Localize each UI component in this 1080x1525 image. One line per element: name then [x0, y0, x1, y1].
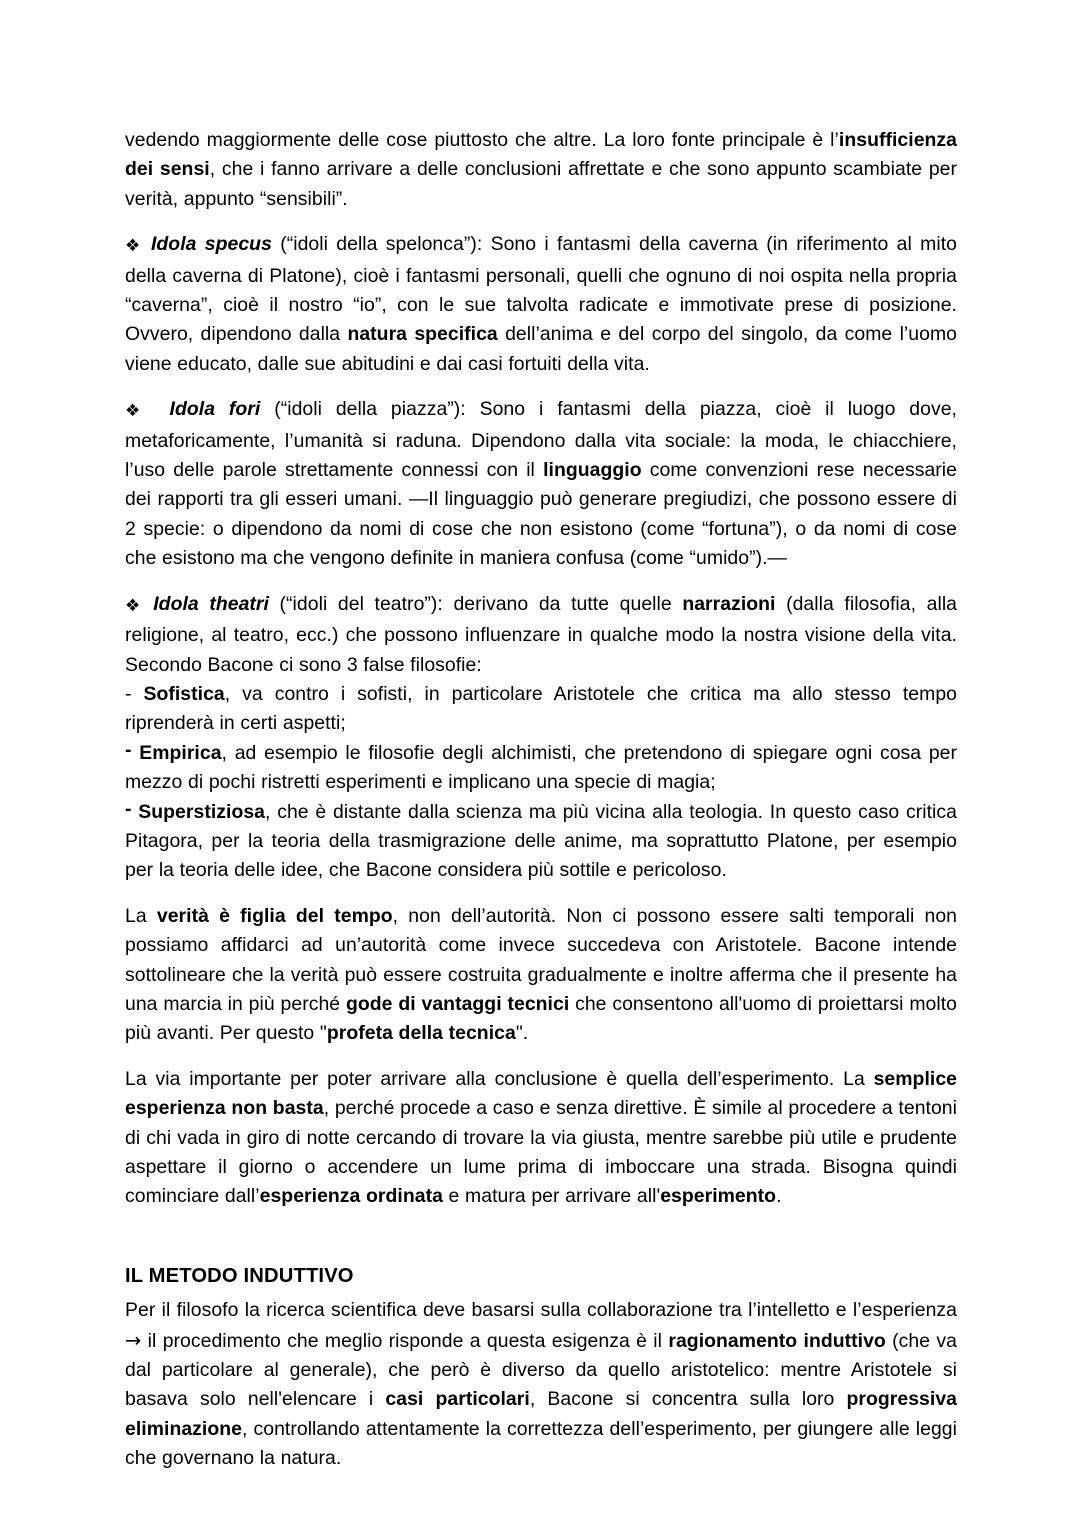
list-item-sofistica: [125, 680, 957, 739]
paragraph-metodo-induttivo: [125, 1296, 957, 1473]
paragraph-intro: [125, 126, 957, 214]
esperimento-run-3: , perché procede a caso e senza direttive. È simile al procedere a tentoni di chi vada in giro di notte cercando di trovare la via giusta, mentre sarebbe più utile e prudente aspettare il giorno o accendere un lume prima di imboccare una strada. Bisogna quindi cominciare dall’: [125, 1097, 957, 1208]
verita-run-7: ".: [515, 1022, 529, 1045]
esperimento-bold-esperimento: esperimento: [660, 1185, 777, 1208]
term-sofistica: Sofistica: [143, 682, 225, 705]
esperimento-run-7: .: [776, 1185, 782, 1208]
idola-specus-run-3: dell’anima e del corpo del singolo, da come l’uomo viene educato, dalle sue abitudini e dai casi fortuiti della vita.: [125, 323, 957, 375]
verita-run-3: , non dell’autorità. Non ci possono essere salti temporali non possiamo affidarci ad un’autorità come invece succedeva con Aristotele. Bacone intende sottolineare che la verità può essere costruita gradualmente e inoltre afferma che il presente ha una marcia in più perché: [125, 904, 958, 1015]
diamond-bullet-icon: ❖: [125, 595, 146, 616]
intro-run-3: , che i fanno arrivare a delle conclusioni affrettate e che sono appunto scambiate per verità, appunto “sensibili”.: [125, 158, 957, 210]
intro-bold-insufficienza: insufficienza dei sensi: [125, 129, 957, 181]
list-item-superstiziosa: [125, 798, 957, 886]
metodo-bold-ragionamento-induttivo: ragionamento induttivo: [668, 1329, 886, 1352]
metodo-run-1: Per il filosofo la ricerca scientifica deve basarsi sulla collaborazione tra l’intelletto e l’esperienza: [125, 1299, 957, 1322]
idola-specus-run-1: (“idoli della spelonca”): Sono i fantasmi della caverna (in riferimento al mito della caverna di Platone), cioè i fantasmi personali, quelli che ognuno di noi ospita nella propria “caverna”, cioè il nostro “io”, con le sue talvolta radicate e immotivate prese di posizione. Ovvero, dipendono dalla: [125, 233, 957, 346]
esperimento-bold-esperienza-ordinata: esperienza ordinata: [259, 1185, 443, 1208]
metodo-run-4: (che va dal particolare al generale), che però è diverso da quello aristotelico: mentre Aristotele si basava solo nell'elencare i: [125, 1329, 958, 1411]
esperimento-bold-semplice-esperienza: semplice esperienza non basta: [125, 1067, 957, 1120]
idola-theatri-run-3: (dalla filosofia, alla religione, al teatro, ecc.) che possono influenzare in qualche modo la nostra visione della vita. Secondo Bacone ci sono 3 false filosofie:: [125, 592, 958, 676]
dash-marker: -: [125, 682, 132, 705]
idola-fori-run-3: come convenzioni rese necessarie dei rapporti tra gli esseri umani. —Il linguaggio può generare pregiudizi, che possono essere di 2 specie: o dipendono da nomi di cose che non esistono (come “fortuna”), o da nomi di cose che esistono ma che vengono definite in maniera confusa (come “umido”).—: [125, 459, 957, 570]
paragraph-idola-fori: [125, 395, 957, 573]
metodo-run-6: , Bacone si concentra sulla loro: [529, 1388, 847, 1411]
metodo-bold-casi-particolari: casi particolari: [385, 1388, 530, 1411]
paragraph-idola-theatri: [125, 590, 957, 680]
dash-marker: -: [125, 738, 132, 761]
term-superstiziosa: Superstiziosa: [138, 800, 266, 823]
verita-run-1: La: [125, 904, 157, 927]
dash-marker: -: [125, 797, 132, 820]
list-item-empirica: [125, 739, 957, 798]
verita-bold-figlia-del-tempo: verità è figlia del tempo: [156, 904, 393, 927]
right-arrow-icon: →: [125, 1328, 142, 1352]
idola-theatri-run-1: (“idoli del teatro”): derivano da tutte quelle: [268, 592, 683, 615]
section-spacer: [125, 1212, 957, 1262]
term-idola-fori: Idola fori: [169, 398, 261, 421]
verita-run-5: che consentono all'uomo di proiettarsi molto più avanti. Per questo ": [125, 992, 958, 1045]
esperimento-run-5: e matura per arrivare all': [442, 1185, 661, 1208]
diamond-bullet-icon: ❖: [125, 236, 143, 257]
superstiziosa-run-1: , che è distante dalla scienza ma più vicina alla teologia. In questo caso critica Pitagora, per la teoria della trasmigrazione delle anime, ma soprattutto Platone, per esempio per la teoria delle idee, che Bacone considera più sottile e pericoloso.: [125, 800, 957, 882]
idola-fori-bold-linguaggio: linguaggio: [543, 459, 642, 482]
esperimento-run-1: La via importante per poter arrivare alla conclusione è quella dell’esperimento. La: [125, 1067, 874, 1090]
intro-run-1: vedendo maggiormente delle cose piuttosto che altre. La loro fonte principale è l’: [125, 129, 839, 151]
term-idola-specus: Idola specus: [150, 233, 272, 256]
diamond-bullet-icon: ❖: [125, 401, 149, 422]
empirica-run-1: , ad esempio le filosofie degli alchimisti, che pretendono di spiegare ogni cosa per mezzo di pochi ristretti esperimenti e implicano una specie di magia;: [125, 741, 957, 794]
verita-bold-profeta-tecnica: profeta della tecnica: [326, 1022, 516, 1045]
metodo-bold-progressiva-eliminazione: progressiva eliminazione: [125, 1388, 957, 1440]
idola-fori-run-1: (“idoli della piazza”): Sono i fantasmi della piazza, cioè il luogo dove, metaforicamente, l’umanità si raduna. Dipendono dalla vita sociale: la moda, le chiacchiere, l’uso delle parole strettamente connessi con il: [125, 398, 957, 482]
document-body: [125, 126, 957, 1474]
paragraph-esperimento: [125, 1065, 957, 1212]
metodo-run-2: il procedimento che meglio risponde a questa esigenza è il: [141, 1329, 669, 1352]
paragraph-idola-specus: [125, 230, 957, 379]
term-idola-theatri: Idola theatri: [153, 592, 269, 615]
metodo-run-8: , controllando attentamente la correttezza dell’esperimento, per giungere alle leggi che governano la natura.: [125, 1417, 957, 1470]
verita-bold-vantaggi-tecnici: gode di vantaggi tecnici: [345, 992, 570, 1015]
idola-theatri-bold-narrazioni: narrazioni: [682, 592, 776, 615]
term-empirica: Empirica: [139, 741, 222, 764]
idola-specus-bold-natura: natura specifica: [347, 323, 498, 346]
heading-metodo-induttivo: IL METODO INDUTTIVO: [125, 1264, 354, 1287]
sofistica-run-1: , va contro i sofisti, in particolare Aristotele che critica ma allo stesso tempo riprenderà in certi aspetti;: [125, 682, 958, 735]
paragraph-verita: [125, 902, 957, 1049]
